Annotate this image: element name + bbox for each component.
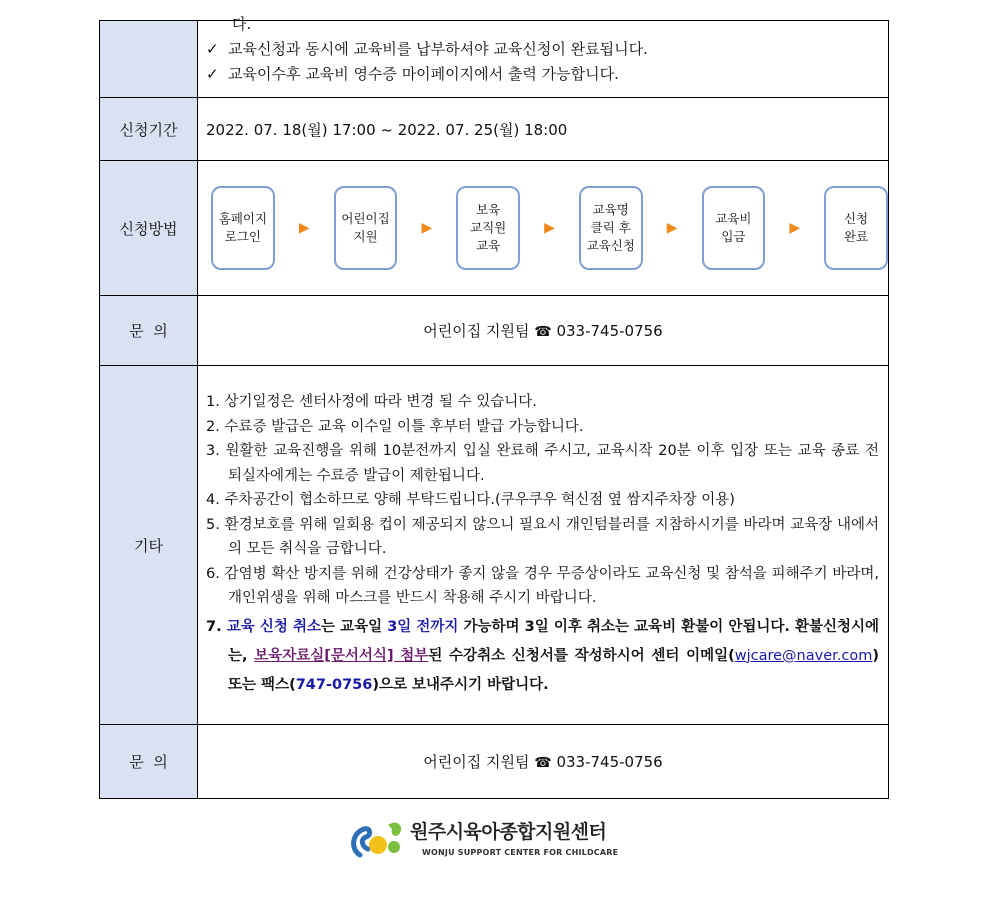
- item-number: 7.: [206, 618, 222, 635]
- three-days-text: 3일 전까지: [387, 618, 459, 635]
- inquiry-team: 어린이집 지원팀: [423, 322, 530, 340]
- step-text: 완료: [843, 229, 869, 244]
- arrow-right-icon: ▶: [666, 220, 678, 236]
- inquiry-label-2: 문 의: [100, 725, 198, 799]
- step-daycare-support: [334, 186, 398, 270]
- step-text: 보육: [476, 202, 501, 217]
- intro-content-cell: [198, 14, 889, 98]
- policy-text: ) 또는 팩스(: [228, 647, 879, 693]
- step-text: 어린이집: [341, 211, 390, 226]
- step-text: 교육: [476, 238, 501, 253]
- inquiry-phone-2: 033-745-0756: [556, 753, 663, 771]
- policy-text: 가능하며 3일 이후 취소는 교육비 환불이 안됩니다. 환불신청시에는,: [228, 618, 879, 664]
- step-text: 신청: [843, 211, 869, 226]
- period-cell: [198, 98, 889, 161]
- arrow-right-icon: ▶: [789, 220, 801, 236]
- notes-list: [198, 390, 888, 700]
- step-text: 로그인: [224, 229, 262, 244]
- etc-row: [100, 366, 889, 725]
- policy-text: 된 수강취소 신청서를 작성하시어 센터 이메일(: [428, 647, 735, 664]
- check-icon: ✓: [206, 64, 219, 83]
- phone-icon: ☎: [534, 324, 552, 340]
- step-text: 교육신청: [586, 238, 635, 253]
- list-item: 1. 상기일정은 센터사정에 따라 변경 될 수 있습니다.: [206, 394, 537, 411]
- inquiry-cell-2: [198, 725, 889, 799]
- intro-line-2-text: 교육이수후 교육비 영수증 마이페이지에서 출력 가능합니다.: [228, 64, 619, 83]
- list-item: 2. 수료증 발급은 교육 이수일 이틀 후부터 발급 가능합니다.: [206, 418, 584, 435]
- inquiry-phone: 033-745-0756: [556, 322, 663, 340]
- step-text: 지원: [353, 229, 378, 244]
- center-logo: [348, 815, 619, 865]
- info-table: [99, 14, 889, 799]
- step-text: 교육비: [715, 211, 752, 226]
- document-link[interactable]: 보육자료실[문서서식] 첨부: [254, 647, 429, 664]
- method-flow: [198, 186, 888, 270]
- phone-icon: ☎: [534, 755, 552, 771]
- step-payment: [702, 186, 766, 270]
- logo-subtitle: WONJU SUPPORT CENTER FOR CHILDCARE: [422, 848, 619, 857]
- arrow-right-icon: ▶: [544, 220, 555, 236]
- step-staff-education: [456, 186, 520, 270]
- intro-line-1-text: 교육신청과 동시에 교육비를 납부하셔야 교육신청이 완료됩니다.: [228, 39, 648, 58]
- period-value: 2022. 07. 18(월) 17:00 ~ 2022. 07. 25(월) 18:00: [206, 120, 568, 139]
- step-text: 홈페이지: [218, 211, 268, 226]
- list-item: 3. 원활한 교육진행을 위해 10분전까지 입실 완료해 주시고, 교육시작 20분 이후 입장 또는 교육 종료 전 퇴실자에게는 수료증 발급이 제한됩니다.: [206, 443, 879, 484]
- etc-cell: [198, 366, 889, 725]
- method-row: [100, 161, 889, 296]
- intro-label-cell: [100, 21, 198, 98]
- intro-line-1: [206, 37, 888, 62]
- step-complete: [824, 186, 888, 270]
- step-text: 입금: [721, 229, 746, 244]
- step-click-apply: [579, 186, 643, 270]
- arrow-right-icon: ▶: [298, 220, 310, 236]
- list-item-cancel-policy: [206, 613, 879, 700]
- policy-text: )으로 보내주시기 바랍니다.: [372, 676, 549, 693]
- step-text: 클릭 후: [590, 220, 631, 235]
- period-row: [100, 98, 889, 161]
- arrow-right-icon: ▶: [421, 220, 433, 236]
- intro-line-2: [206, 62, 888, 87]
- email-link[interactable]: wjcare@naver.com: [734, 647, 873, 664]
- step-homepage-login: [211, 186, 275, 270]
- list-item: 5. 환경보호를 위해 일회용 컵이 제공되지 않으니 필요시 개인텀블러를 지참하시기를 바라며 교육장 내에서의 모든 취식을 금합니다.: [206, 516, 879, 558]
- inquiry-team-2: 어린이집 지원팀: [423, 753, 530, 771]
- etc-label: 기타: [100, 366, 198, 725]
- method-cell: [198, 161, 889, 296]
- logo-mark-icon: [348, 815, 408, 863]
- intro-row: [100, 21, 889, 98]
- step-text: 교직원: [470, 220, 507, 235]
- check-icon: ✓: [206, 39, 219, 58]
- fax-number: 747-0756: [295, 676, 373, 693]
- inquiry-row: [100, 296, 889, 366]
- method-label: 신청방법: [100, 161, 198, 296]
- policy-text: 는 교육일: [320, 618, 383, 635]
- list-item: 6. 감염병 확산 방지를 위해 건강상태가 좋지 않을 경우 무증상이라도 교육신청 및 참석을 피해주기 바라며, 개인위생을 위해 마스크를 반드시 착용해 주시기 바랍니다.: [206, 565, 879, 607]
- inquiry-row-2: [100, 725, 889, 799]
- step-text: 교육명: [592, 202, 629, 217]
- period-label: 신청기간: [100, 98, 198, 161]
- list-item: 4. 주차공간이 협소하므로 양해 부탁드립니다.(쿠우쿠우 혁신점 옆 쌈지주차장 이용): [206, 492, 735, 509]
- inquiry-label: 문 의: [100, 296, 198, 366]
- intro-line-0: 다.: [232, 14, 252, 33]
- inquiry-cell: [198, 296, 889, 366]
- logo-title: 원주시육아종합지원센터: [410, 821, 607, 843]
- cancel-text: 교육 신청 취소: [226, 618, 321, 635]
